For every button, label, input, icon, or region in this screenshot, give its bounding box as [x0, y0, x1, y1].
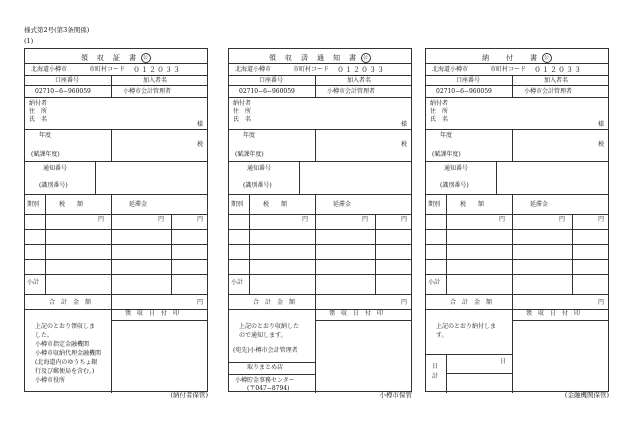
yen-total: 円	[597, 299, 604, 306]
rule	[315, 75, 316, 97]
late-fee-label: 延滞金	[129, 201, 148, 208]
savings-center: 小樽貯金事務センター	[235, 377, 295, 384]
rule	[111, 129, 112, 161]
rule	[315, 320, 411, 321]
message-line: す。	[436, 332, 448, 339]
notice-number-label: 通知番号	[43, 165, 68, 172]
subscriber-label: 加入者名	[143, 77, 168, 84]
identification-label: (識別番号)	[440, 182, 469, 189]
fiscal-year-label: (賦課年度)	[235, 151, 264, 158]
rule	[512, 129, 513, 161]
rule	[426, 229, 608, 230]
rule	[426, 294, 608, 295]
late-fee-label: 延滞金	[530, 201, 549, 208]
rule	[426, 75, 608, 76]
rule	[111, 320, 207, 321]
rule	[229, 309, 411, 310]
rule	[229, 259, 411, 260]
address-label: 住 所	[430, 108, 449, 115]
rule	[229, 63, 411, 64]
address-label: 住 所	[29, 108, 48, 115]
deadline-total: 計	[432, 373, 439, 380]
rule	[25, 244, 207, 245]
yen-tax: 円	[498, 216, 505, 223]
rule	[572, 214, 573, 294]
rule	[25, 129, 207, 130]
rule	[25, 309, 207, 310]
message-line: 行及び郵便局を含む。)	[35, 368, 95, 375]
total-label: 合 計 金 額	[49, 299, 92, 306]
tax-amount-label: 税 額	[59, 201, 84, 208]
tax-label: 税	[597, 141, 604, 148]
slip-title: 領 収 証 書 公	[81, 54, 149, 62]
subscriber-name: 小樽市会計管理者	[123, 88, 172, 95]
slip-title: 納 付 書 公	[482, 54, 550, 62]
yen-tax: 円	[301, 216, 308, 223]
rule	[229, 97, 411, 98]
deadline-unit: 日	[500, 358, 507, 365]
slip-footer: (金融機関保管)	[564, 391, 609, 399]
yen-late: 円	[361, 216, 368, 223]
rule	[426, 194, 608, 195]
year-label: 年度	[243, 132, 256, 139]
payer-label: 納付者	[430, 100, 449, 107]
account-number: 02710−6−960059	[35, 88, 91, 95]
rule	[512, 320, 608, 321]
rule	[512, 294, 513, 309]
account-number: 02710−6−960059	[436, 88, 492, 95]
rule	[25, 161, 207, 162]
rule	[25, 214, 207, 215]
address-label: 住 所	[233, 108, 252, 115]
slip-2	[425, 48, 609, 392]
rule	[496, 161, 497, 194]
rule	[25, 75, 207, 76]
rule	[426, 85, 608, 86]
message-line: 上記のとおり領収しま	[35, 323, 96, 330]
form-number: 様式第2号(第3条関係)	[24, 26, 90, 34]
subscriber-label: 加入者名	[347, 77, 372, 84]
total-label: 合 計 金 額	[253, 299, 296, 306]
rule	[512, 309, 513, 393]
notice-number-label: 通知番号	[247, 165, 272, 172]
rule	[229, 75, 411, 76]
rule	[426, 129, 608, 130]
rule	[95, 161, 96, 194]
rule	[315, 294, 316, 309]
rule	[229, 362, 315, 363]
rule	[111, 294, 112, 309]
code-label: 市町村コード	[490, 66, 527, 73]
rule	[426, 354, 512, 355]
account-number-label: 口座番号	[55, 77, 80, 84]
rule	[25, 85, 207, 86]
tax-label: 税	[400, 141, 407, 148]
rule	[375, 214, 376, 294]
rule	[229, 129, 411, 130]
rule	[426, 161, 608, 162]
stamp-label: 領 収 日 付 印	[526, 310, 581, 317]
rule	[25, 229, 207, 230]
subtotal-label: 小計	[231, 279, 244, 286]
rule	[426, 214, 608, 215]
rule	[229, 274, 411, 275]
name-label: 氏 名	[430, 116, 449, 123]
payer-label: 納付者	[233, 100, 252, 107]
rule	[111, 309, 112, 393]
code-label: 市町村コード	[293, 66, 330, 73]
rule	[25, 97, 207, 98]
rule	[229, 229, 411, 230]
rule	[229, 244, 411, 245]
rule	[25, 274, 207, 275]
period-label: 期別	[27, 201, 40, 208]
public-seal-icon: 公	[142, 55, 149, 61]
name-label: 氏 名	[29, 116, 48, 123]
message-line: 小樽市指定金融機関	[35, 341, 90, 348]
rule	[315, 309, 316, 393]
message-line: した。	[35, 332, 54, 339]
account-number: 02710−6−960059	[239, 88, 295, 95]
deadline-day: 日	[432, 363, 439, 370]
form-subnumber: (1)	[24, 37, 34, 45]
municipality: 北海道小樽市	[31, 66, 68, 73]
municipality: 北海道小樽市	[235, 66, 272, 73]
message-line: 上記のとおり収納した	[239, 323, 300, 330]
yen-extra: 円	[597, 216, 604, 223]
subscriber-label: 加入者名	[544, 77, 569, 84]
honorific: 様	[400, 121, 407, 128]
tax-amount-label: 税 額	[460, 201, 485, 208]
tax-label: 税	[196, 141, 203, 148]
yen-late: 円	[157, 216, 164, 223]
handling-office: 取りまとめ店	[247, 364, 284, 371]
subtotal-label: 小計	[428, 279, 441, 286]
rule	[25, 63, 207, 64]
public-seal-icon: 公	[543, 55, 550, 61]
subscriber-name: 小樽市会計管理者	[327, 88, 376, 95]
slip-footer: (納付者保管)	[170, 391, 208, 399]
message-line: 小樽市収納代理金融機関	[35, 350, 102, 357]
rule	[426, 97, 608, 98]
rule	[229, 194, 411, 195]
public-seal-icon: 公	[362, 55, 369, 61]
message-line: 上記のとおり納付しま	[436, 323, 497, 330]
period-label: 期別	[428, 201, 441, 208]
rule	[426, 309, 608, 310]
postal-code: (〒047−8794)	[247, 385, 290, 392]
rule	[111, 75, 112, 97]
rule	[229, 161, 411, 162]
tax-amount-label: 税 額	[263, 201, 288, 208]
rule	[315, 129, 316, 161]
rule	[229, 85, 411, 86]
rule	[446, 373, 512, 374]
rule	[229, 214, 411, 215]
yen-tax: 円	[97, 216, 104, 223]
honorific: 様	[597, 121, 604, 128]
slip-footer: 小樽市保管	[379, 391, 412, 399]
addressee: (宛先)小樽市会計管理者	[233, 347, 298, 354]
subscriber-name: 小樽市会計管理者	[524, 88, 573, 95]
rule	[512, 75, 513, 97]
message-line: 小樽市役所	[35, 377, 66, 384]
rule	[171, 214, 172, 294]
honorific: 様	[196, 121, 203, 128]
total-label: 合 計 金 額	[450, 299, 493, 306]
yen-total: 円	[400, 299, 407, 306]
rule	[229, 294, 411, 295]
notice-number-label: 通知番号	[444, 165, 469, 172]
code-label: 市町村コード	[89, 66, 126, 73]
late-fee-label: 延滞金	[333, 201, 352, 208]
period-label: 期別	[231, 201, 244, 208]
yen-extra: 円	[196, 216, 203, 223]
stamp-label: 領 収 日 付 印	[329, 310, 384, 317]
stamp-label: 領 収 日 付 印	[125, 310, 180, 317]
rule	[25, 294, 207, 295]
rule	[426, 259, 608, 260]
year-label: 年度	[440, 132, 453, 139]
payer-label: 納付者	[29, 100, 48, 107]
rule	[426, 274, 608, 275]
rule	[229, 374, 315, 375]
rule	[25, 194, 207, 195]
year-label: 年度	[39, 132, 52, 139]
account-number-label: 口座番号	[456, 77, 481, 84]
yen-late: 円	[558, 216, 565, 223]
municipality-code: ０１２０３３	[534, 66, 582, 74]
identification-label: (識別番号)	[243, 182, 272, 189]
message-line: ので通知します。	[239, 332, 287, 339]
slip-title: 領 収 済 通 知 書 公	[269, 54, 369, 62]
rule	[426, 63, 608, 64]
fiscal-year-label: (賦課年度)	[31, 151, 60, 158]
municipality-code: ０１２０３３	[133, 66, 181, 74]
fiscal-year-label: (賦課年度)	[432, 151, 461, 158]
municipality: 北海道小樽市	[432, 66, 469, 73]
message-line: (北海道内のゆうちょ銀	[35, 359, 98, 366]
rule	[25, 259, 207, 260]
yen-extra: 円	[400, 216, 407, 223]
subtotal-label: 小計	[27, 279, 40, 286]
yen-total: 円	[196, 299, 203, 306]
rule	[299, 161, 300, 194]
account-number-label: 口座番号	[259, 77, 284, 84]
slip-0	[24, 48, 208, 392]
name-label: 氏 名	[233, 116, 252, 123]
municipality-code: ０１２０３３	[337, 66, 385, 74]
identification-label: (識別番号)	[39, 182, 68, 189]
rule	[426, 244, 608, 245]
slip-1	[228, 48, 412, 392]
